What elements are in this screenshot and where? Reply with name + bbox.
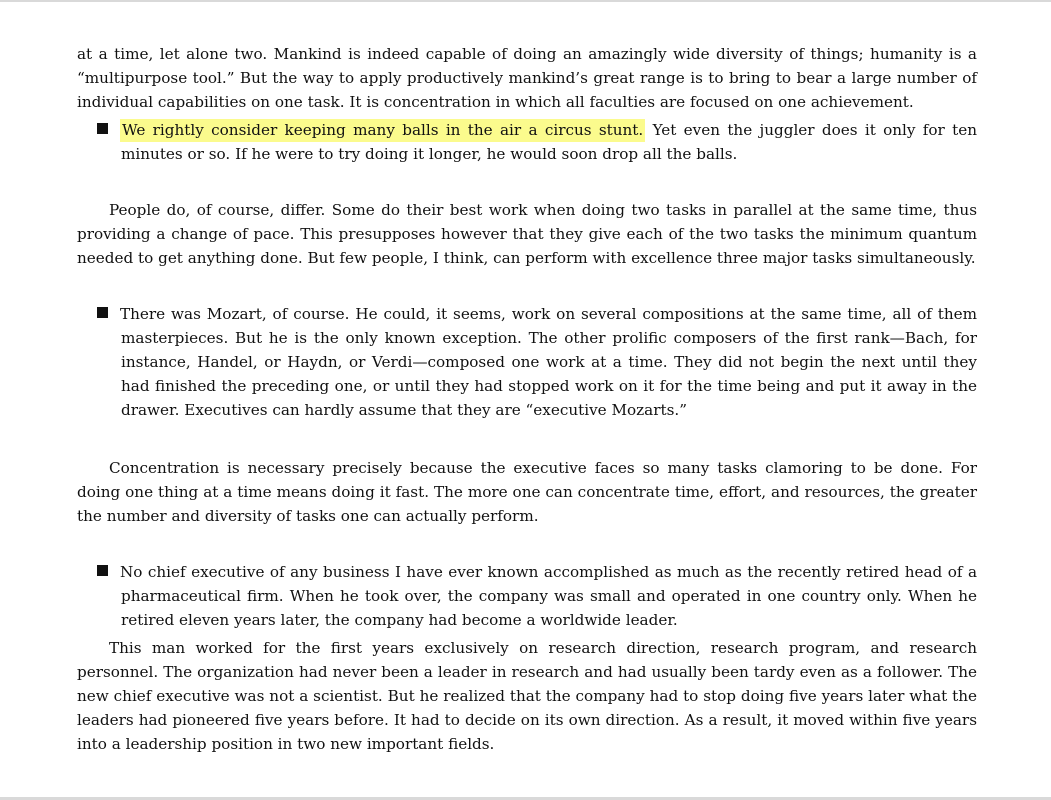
bullet-item-mozart — [77, 302, 977, 422]
bullet-item-chief-executive — [77, 560, 977, 632]
bullet-square-icon — [97, 307, 108, 318]
bullet-square-icon — [97, 565, 108, 576]
bullet-square-icon — [97, 123, 108, 134]
bullet-text: Yet even the juggler does it only for ten minutes or so. If he were to try doing it longer, he would soon drop all the balls. — [121, 121, 978, 163]
paragraph-1: at a time, let alone two. Mankind is indeed capable of doing an amazingly wide diversity of things; humanity is a “multipurpose tool.” But the way to apply productively mankind’s great range is to bring to bear a large number of individual capabilities on one task. It is concentration in which all faculties are focused on one achievement. — [77, 45, 977, 111]
paragraph-3: Concentration is necessary precisely because the executive faces so many tasks clamoring to be done. For doing one thing at a time means doing it fast. The more one can concentrate time, effort, and resources, the greater the number and diversity of tasks one can actually perform. — [77, 459, 977, 525]
paragraph-4: This man worked for the first years exclusively on research direction, research program, and research personnel. The organization had never been a leader in research and had usually been tardy even as a follower. The new chief executive was not a scientist. But he realized that the company had to stop doing five years later what the leaders had pioneered five years before. It had to decide on its own direction. As a result, it moved within five years into a leadership position in two new important fields. — [77, 639, 977, 753]
paragraph-2: People do, of course, differ. Some do their best work when doing two tasks in parallel at the same time, thus providing a change of pace. This presupposes however that they give each of the two tasks the minimum quantum needed to get anything done. But few people, I think, can perform with excellence three major tasks simultaneously. — [77, 201, 977, 267]
bullet-item-juggler — [77, 118, 977, 166]
highlighted-text[interactable]: We rightly consider keeping many balls in the air a circus stunt. — [120, 119, 645, 142]
top-border — [0, 0, 1051, 2]
bullet-text: There was Mozart, of course. He could, it seems, work on several compositions at the same time, all of them masterpieces. But he is the only known exception. The other prolific composers of the first rank—Bach, for instance, Handel, or Haydn, or Verdi—composed one work at a time. They did not begin the next until they had finished the preceding one, or until they had stopped work on it for the time being and put it away in the drawer. Executives can hardly assume that they are “executive Mozarts.” — [120, 305, 977, 419]
document-page — [77, 42, 977, 756]
bullet-text: No chief executive of any business I have ever known accomplished as much as the recently retired head of a pharmaceutical firm. When he took over, the company was small and operated in one country only. When he retired eleven years later, the company had become a worldwide leader. — [120, 563, 977, 629]
